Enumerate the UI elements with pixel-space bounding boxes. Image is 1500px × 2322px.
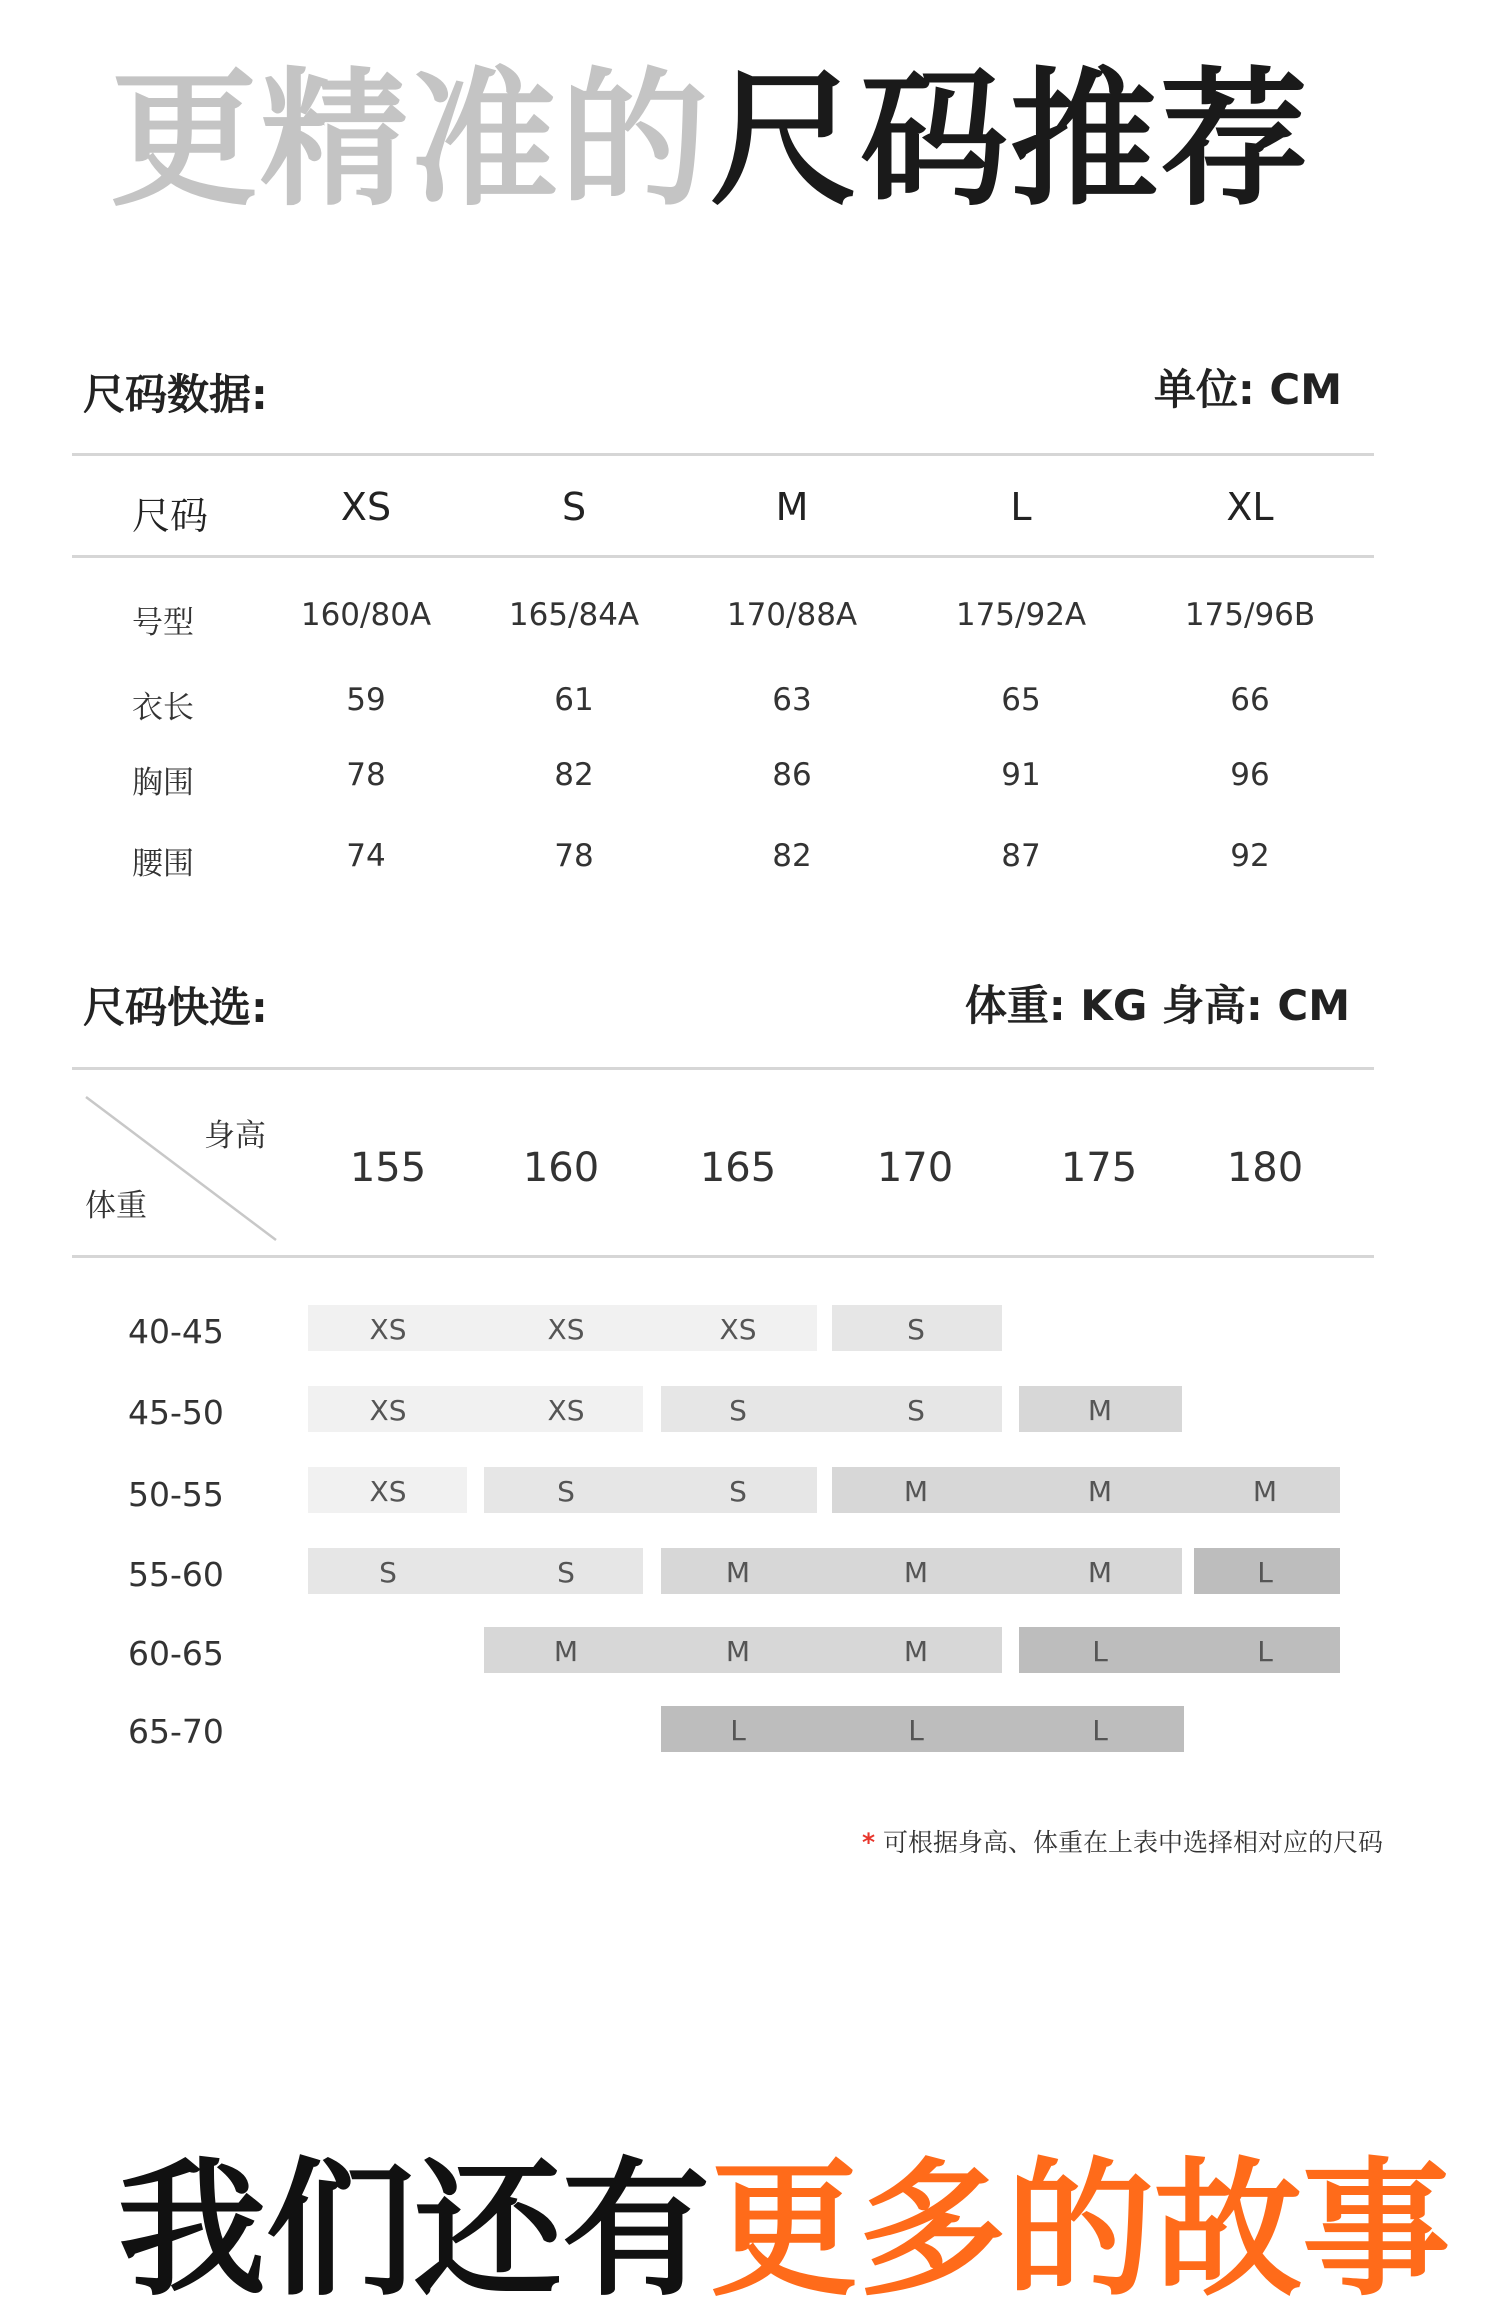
- size-cell: L: [1092, 1635, 1108, 1668]
- hero-title-light: 更精准的: [110, 54, 710, 226]
- corner-height-label: 身高: [204, 1118, 266, 1154]
- size-bar: [484, 1467, 817, 1513]
- bottom-title-dark: 我们还有: [118, 2144, 710, 2316]
- divider: [72, 1067, 1374, 1070]
- size-table-header: L: [1010, 485, 1032, 529]
- note-star: *: [862, 1828, 876, 1857]
- size-cell: M: [725, 1635, 751, 1668]
- size-bar: [308, 1386, 643, 1432]
- quick-select-title: 尺码快选:: [83, 983, 268, 1032]
- size-value: 165/84A: [508, 597, 640, 633]
- size-row-label: 胸围: [132, 765, 194, 801]
- divider: [72, 453, 1374, 456]
- height-header: 170: [876, 1145, 954, 1191]
- height-header: 175: [1060, 1145, 1138, 1191]
- size-cell: XS: [369, 1313, 407, 1346]
- size-data-unit: 单位: CM: [1153, 365, 1342, 414]
- size-table-header: XL: [1226, 485, 1274, 529]
- size-cell: XS: [719, 1313, 757, 1346]
- size-bar: [1019, 1627, 1340, 1673]
- size-cell: M: [553, 1635, 579, 1668]
- size-bar: [661, 1386, 1002, 1432]
- size-cell: M: [1087, 1556, 1113, 1589]
- size-cell: M: [725, 1556, 751, 1589]
- size-value: 87: [1001, 838, 1041, 874]
- weight-label: 55-60: [128, 1555, 224, 1594]
- size-cell: S: [557, 1556, 575, 1589]
- size-data-title: 尺码数据:: [83, 370, 268, 419]
- size-value: 160/80A: [300, 597, 432, 633]
- size-cell: M: [1252, 1475, 1278, 1508]
- size-cell: S: [907, 1394, 925, 1427]
- weight-label: 60-65: [128, 1634, 224, 1673]
- hero-title: [110, 55, 1310, 225]
- size-row-label: 号型: [132, 605, 194, 641]
- bottom-title-orange: 更多的故事: [710, 2144, 1450, 2316]
- size-value: 78: [346, 757, 386, 793]
- size-cell: XS: [547, 1313, 585, 1346]
- weight-label: 50-55: [128, 1475, 224, 1514]
- size-value: 82: [772, 838, 812, 874]
- size-cell: M: [1087, 1394, 1113, 1427]
- height-header: 165: [699, 1145, 777, 1191]
- divider: [72, 1255, 1374, 1258]
- size-cell: XS: [369, 1394, 407, 1427]
- size-value: 66: [1230, 682, 1270, 718]
- size-value: 61: [554, 682, 594, 718]
- size-value: 170/88A: [726, 597, 858, 633]
- size-value: 96: [1230, 757, 1270, 793]
- height-header: 180: [1226, 1145, 1304, 1191]
- size-value: 82: [554, 757, 594, 793]
- size-value: 78: [554, 838, 594, 874]
- size-value: 74: [346, 838, 386, 874]
- size-cell: L: [1092, 1714, 1108, 1747]
- size-cell: M: [903, 1556, 929, 1589]
- weight-label: 45-50: [128, 1393, 224, 1432]
- size-value: 175/92A: [955, 597, 1087, 633]
- size-cell: L: [1257, 1635, 1273, 1668]
- size-cell: S: [907, 1313, 925, 1346]
- quick-select-unit: 体重: KG 身高: CM: [964, 981, 1350, 1030]
- size-value: 63: [772, 682, 812, 718]
- divider: [72, 555, 1374, 558]
- size-bar: [308, 1548, 643, 1594]
- height-header: 160: [522, 1145, 600, 1191]
- size-cell: L: [1257, 1556, 1273, 1589]
- size-cell: M: [903, 1475, 929, 1508]
- size-table-header: XS: [340, 485, 392, 529]
- hero-title-dark: 尺码推荐: [710, 54, 1310, 226]
- height-header: 155: [349, 1145, 427, 1191]
- size-row-label: 衣长: [132, 690, 194, 726]
- size-cell: L: [908, 1714, 924, 1747]
- corner-weight-label: 体重: [85, 1188, 147, 1224]
- size-cell: S: [557, 1475, 575, 1508]
- size-note: [862, 1823, 1383, 1859]
- size-table-header: 尺码: [131, 494, 209, 538]
- size-cell: S: [729, 1475, 747, 1508]
- size-cell: XS: [369, 1475, 407, 1508]
- weight-label: 40-45: [128, 1312, 224, 1351]
- size-value: 86: [772, 757, 812, 793]
- size-value: 92: [1230, 838, 1270, 874]
- weight-label: 65-70: [128, 1712, 224, 1751]
- size-cell: M: [903, 1635, 929, 1668]
- size-value: 175/96B: [1184, 597, 1316, 633]
- size-table-header: M: [775, 485, 809, 529]
- bottom-title: [118, 2145, 1450, 2315]
- size-table-header: S: [561, 485, 587, 529]
- size-row-label: 腰围: [132, 846, 194, 882]
- size-cell: M: [1087, 1475, 1113, 1508]
- size-cell: S: [729, 1394, 747, 1427]
- note-text: 可根据身高、体重在上表中选择相对应的尺码: [883, 1828, 1384, 1857]
- size-value: 59: [346, 682, 386, 718]
- size-value: 91: [1001, 757, 1041, 793]
- size-cell: S: [379, 1556, 397, 1589]
- size-value: 65: [1001, 682, 1041, 718]
- size-cell: XS: [547, 1394, 585, 1427]
- size-cell: L: [730, 1714, 746, 1747]
